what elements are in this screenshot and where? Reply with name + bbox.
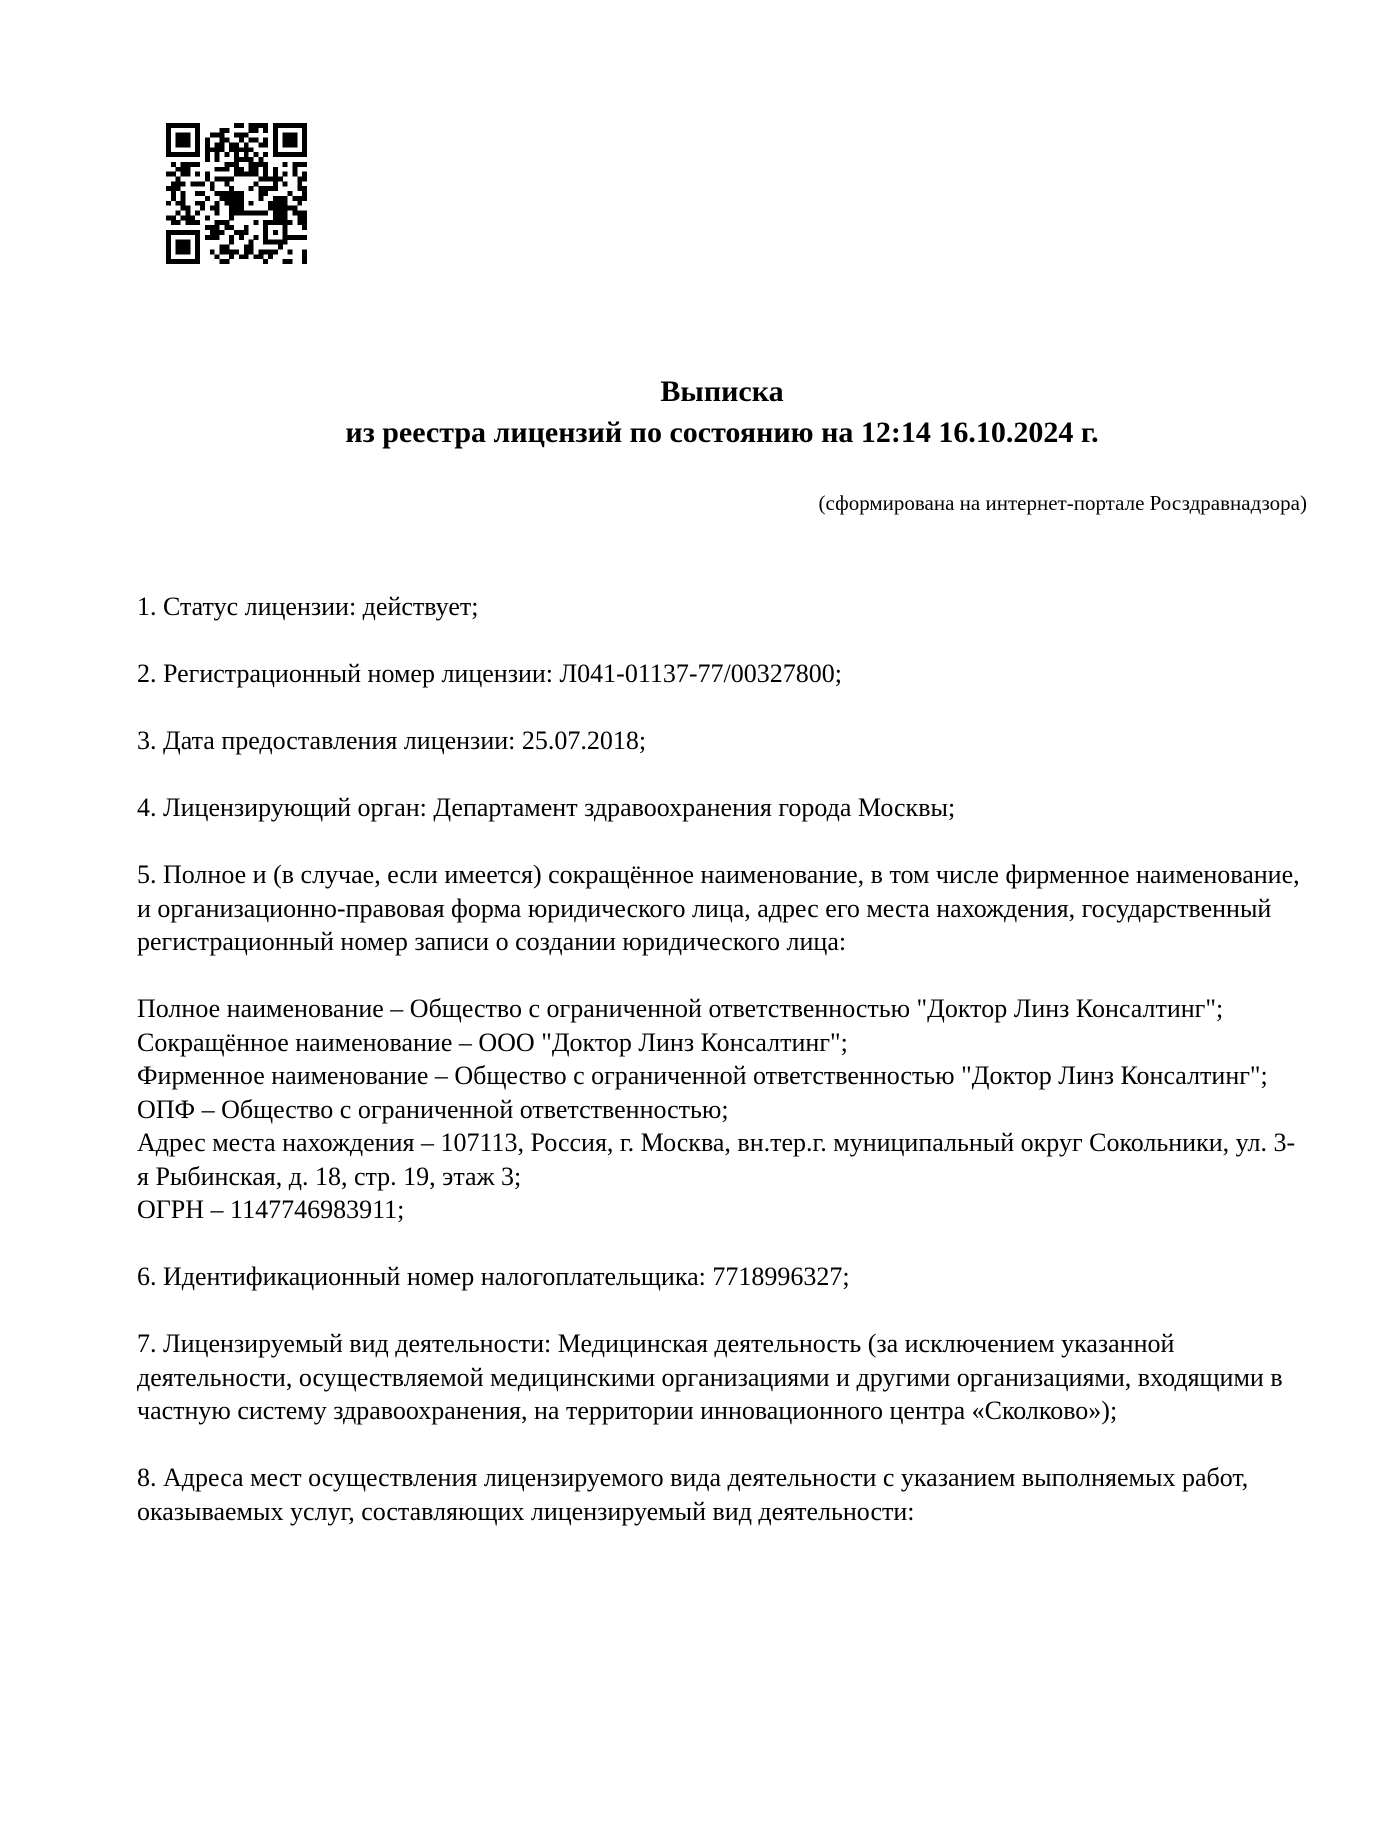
organization-ogrn: ОГРН – 1147746983911; [137, 1195, 405, 1224]
organization-brand-name: Фирменное наименование – Общество с ограниченной ответственностью "Доктор Линз Консалтинг"; [137, 1061, 1268, 1090]
document-title-line2: из реестра лицензий по состоянию на 12:14 16.10.2024 г. [345, 416, 1099, 449]
organization-address: Адрес места нахождения – 107113, Россия, г. Москва, вн.тер.г. муниципальный округ Сокольники, ул. 3-я Рыбинская, д. 18, стр. 19, этаж 3; [137, 1128, 1296, 1191]
license-status: 1. Статус лицензии: действует; [137, 592, 479, 621]
licensed-activity: 7. Лицензируемый вид деятельности: Медицинская деятельность (за исключением указанной деятельности, осуществляемой медицинскими организациями и другими организациями, входящими в частную систему здравоохранения, на территории инновационного центра «Сколково»); [137, 1329, 1283, 1425]
taxpayer-id: 6. Идентификационный номер налогоплательщика: 7718996327; [137, 1262, 850, 1291]
license-grant-date: 3. Дата предоставления лицензии: 25.07.2018; [137, 726, 647, 755]
document-subtitle: (сформирована на интернет-портале Росздравнадзора) [818, 491, 1307, 515]
document-title [137, 0, 1307, 453]
organization-info-heading: 5. Полное и (в случае, если имеется) сокращённое наименование, в том числе фирменное наименование, и организационно-правовая форма юридического лица, адрес его места нахождения, государственный регистрационный номер записи о создании юридического лица: [137, 860, 1300, 956]
organization-info-block [137, 992, 1307, 1227]
license-registration-number: 2. Регистрационный номер лицензии: Л041-01137-77/00327800; [137, 659, 842, 688]
organization-short-name: Сокращённое наименование – ООО "Доктор Линз Консалтинг"; [137, 1027, 848, 1057]
organization-legal-form: ОПФ – Общество с ограниченной ответственностью; [137, 1094, 729, 1124]
activity-addresses-heading: 8. Адреса мест осуществления лицензируемого вида деятельности с указанием выполняемых работ, оказываемых услуг, составляющих лицензируемый вид деятельности: [137, 1463, 1249, 1526]
organization-full-name: Полное наименование – Общество с ограниченной ответственностью "Доктор Линз Консалтинг"; [137, 994, 1224, 1023]
licensing-authority: 4. Лицензирующий орган: Департамент здравоохранения города Москвы; [137, 793, 956, 822]
content-area [137, 0, 1307, 1528]
license-details [137, 590, 1307, 1528]
document-title-line1: Выписка [660, 375, 784, 408]
